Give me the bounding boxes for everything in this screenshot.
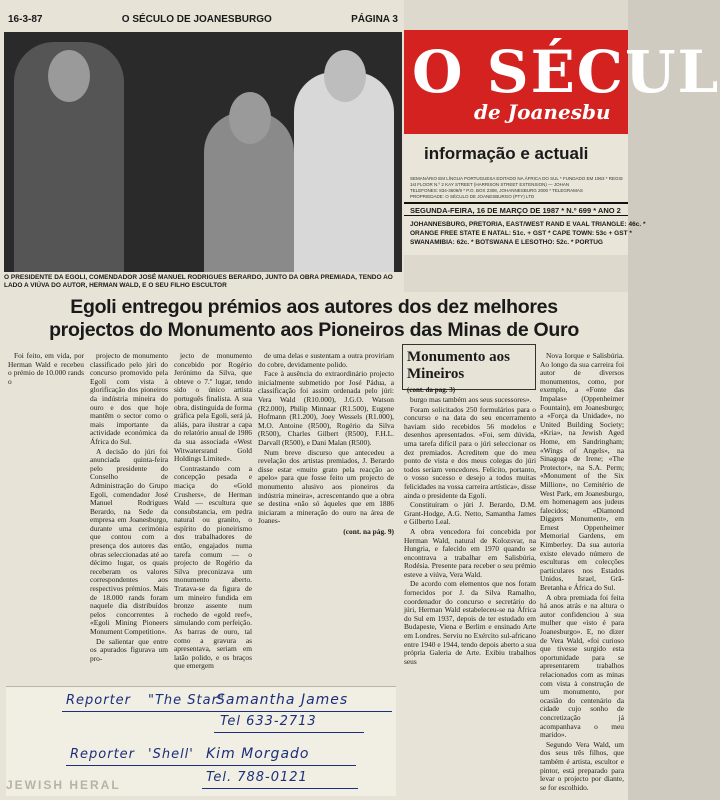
headline-line: projectos do Monumento aos Pioneiros das Minas de Ouro (49, 319, 579, 341)
note-contact-tel: Tel 633-2713 (220, 714, 317, 729)
price-line: ORANGE FREE STATE E NATAL: 51c. + GST * CAPE TOWN: 53c + GST * (410, 230, 632, 237)
press-photo (4, 32, 402, 272)
paragraph: Segundo Vera Wald, um dos seus três filhos, que também é artista, escultor e pintor, está preparado para levar o projecto por diante, se for escolhido. (540, 739, 624, 792)
paragraph: De acordo com elementos que nos foram fornecidos por J. da Silva Ramalho, coordenador do concurso e secretário do júri, Herman Wald estabeleceu-se na África do Sul em 1937, depois de ter estudado em Budapeste, Viena e Berlim e ensinado Arte em Londres. Serviu no Exército sul-africano entre 1940 e 1944, tendo depois aberto a sua própria Galeria de Arte. Exibiu trabalhos seus (404, 579, 536, 666)
masthead-subtitle: de Joanesbu (474, 100, 611, 124)
paragraph: burgo mas também aos seus sucessores». (410, 395, 532, 404)
note-contact-name: Kim Morgado (206, 746, 310, 762)
note-reporter-label: Reporter (66, 693, 132, 708)
paragraph: Num breve discurso que antecedeu a revelação dos artistas premiados, J. Berardo disse estar «muito grato pela reacção ao apelo» para que fosse feito um projecto de monumento alusivo aos pioneiros da indústria mineira», acrescentando que a obra se destina «não só àqueles que em 1886 iniciaram a mineração do ouro na área de Joanes- (258, 447, 394, 526)
note-reporter-label: Reporter (70, 747, 136, 762)
note-underline (214, 732, 364, 733)
headline-line: Egoli entregou prémios aos autores dos dez melhores (70, 296, 558, 318)
paragraph: Face à ausência do extraordinário projecto inicialmente submetido por José Pádua, a classificação foi assim ordenada pelo júri: Vera Wald (R10.000), J.G.O. Watson (R2.000), Philip Minnaar (R1.500), Eugene Hofmann (R1.200), Joey Wessels (R1.000), M.O. Antoine (R500), Rogério da Silva (R500), Charles Gilbert (R500), F.H.L. Darvall (R500), e Dani Malan (R500). (258, 369, 394, 447)
paragraph: De salientar que entre os apurados figurava um pro- (90, 636, 168, 663)
note-contact-name: Samantha James (216, 692, 349, 708)
article-column-6 (540, 352, 624, 798)
masthead-prices (404, 220, 646, 247)
imprint-line: TELEFONES: 834-3606/9 * P.O. BOX 2308, JOHANNESBURG 2000 * TELEGRAMAS (410, 188, 583, 193)
faded-background-text: JEWISH HERAL (6, 778, 121, 792)
person-middle-head (229, 92, 271, 144)
photo-caption: O PRESIDENTE DA EGOLI, COMENDADOR JOSÉ MANUEL RODRIGUES BERARDO, JUNTO DA OBRA PREMIADA, TENDO AO LADO A VIÚVA DO AUTOR, HERMAN WALD, E O SEU FILHO ESCULTOR (4, 274, 393, 289)
paragraph: A decisão do júri foi anunciada quinta-feira pelo presidente do Conselho de Administração do Grupo Egoli, comendador José Manuel Rodrigues Berardo, na Sede da empresa em Joanesburgo, durante uma cerimónia que contou com a presença dos autores das obras seleccionadas até ao décimo lugar, os quais receberam os valores correspondentes aos respectivos prémios. Mais de 18.000 rands foram naquele dia distribuídos pelos concorrentes à «Egoli Mining Pioneers Monument Competition». (90, 446, 168, 636)
paragraph: A obra vencedora foi concebida por Herman Wald, natural de Kolozsvar, na Hungria, e falecido em 1970 quando se encontrava a trabalhar em Salisbúria, Rodésia. Presente para receber o seu prémio esteve a viúva, Vera Wald. (404, 526, 536, 579)
header-date: 16-3-87 (8, 13, 43, 25)
paragraph: Foi feito, em vida, por Herman Wald e recebeu o prémio de 10.000 rands o (8, 351, 84, 386)
article-column-5 (404, 396, 536, 800)
header-page: PÁGINA 3 (351, 13, 398, 25)
header-paper-name: O SÉCULO DE JOANESBURGO (121, 13, 272, 25)
imprint-line: PROPRIEDADE: O SÉCULO DE JOANESBURGO (PTY) LTD (410, 194, 535, 199)
page-header (4, 8, 402, 30)
continuation-from: (cont. da pag. 3) (407, 386, 456, 394)
note-underline (62, 711, 392, 712)
note-contact-tel: Tel. 788-0121 (206, 770, 308, 785)
newspaper-masthead (404, 30, 720, 255)
paragraph: de uma delas e sustentam a outra proviriam do cobre, devidamente polido. (258, 351, 394, 369)
masthead-title: O SÉCUL (412, 38, 720, 106)
person-right-head (324, 50, 366, 102)
imprint-line: SEMANÁRIO EM LÍNGUA PORTUGUESA EDITADO NA ÁFRICA DO SUL * FUNDADO EM 1963 * REGIS (410, 176, 623, 181)
paragraph: A obra premiada foi feita há anos atrás e na altura o autor confidenciou à sua mulher que «isto é para Joanesburgo». E, no dizer de Vera Wald, «foi curioso que tivesse surgido esta oportunidade para se apresentarem trabalhos relacionados com as minas com vista à construção de um monumento, por ocasião do centenário da cidade cujo sonho de concretização já acompanhava o meu marido». (540, 592, 624, 740)
paragraph: projecto de monumento classificado pelo júri do concurso promovido pela Egoli com vista à glorificação dos pioneiros da indústria mineira do ouro e dos que hoje mantêm o sector como o mais importante da actividade económica da África do Sul. (90, 351, 168, 446)
paragraph: Constituíram o júri J. Berardo, D.M. Grant-Hodge, A.G. Netto, Samantha James e Gilberto Leal. (404, 500, 536, 527)
continued-note: (cont. na pág. 9) (343, 526, 394, 536)
article-column-1 (8, 352, 84, 412)
paragraph: Contrastando com a concepção pesada e maciça do «Gold Crushers», de Herman Wald — escultura que consubstancia, em pedra natural ou granito, o espírito do pioneirismo dos trabalhadores de então, engajados numa tarefa comum — o projecto de Rogério da Silva preconizava um monumento aberto. Tratava-se da figura de um mineiro fundida em bronze assente num rochedo de «gold reef», simulando com perfeição. As barras de ouro, tal como a gravura as apresentava, seriam em latão polido, e os braços que emergem (174, 463, 252, 671)
article-column-3 (174, 352, 252, 692)
note-outlet: 'Shell' (148, 747, 194, 762)
article-headline (0, 296, 628, 342)
price-line: JOHANNESBURG, PRETORIA, EAST/WEST RAND E VAAL TRIANGLE: 46c. * (410, 221, 646, 228)
imprint-line: 1st FLOOR N.º 2 KAY STREET (HARRISON STREET EXTENSION) — JOHAN (410, 182, 570, 187)
masthead-date-line: SEGUNDA-FEIRA, 16 DE MARÇO DE 1987 * N.º 699 * ANO 2 (404, 202, 628, 216)
continuation-title: Monumento aos Mineiros (407, 349, 510, 382)
person-left-head (48, 50, 90, 102)
article-column-4 (258, 352, 394, 692)
paragraph: Foram solicitados 250 formulários para o concurso e na data do seu encerramento haviam sido recebidos 56 modelos e desenhos apresentados. «Foi, sem dúvida, uma tarefa difícil para o júri seleccionar os dez premiados. Acreditem que do meu ponto de vista e dos meus colegas do júri todos seriam vencedores. Felicito, portanto, o vosso sucesso e desejo a todos muitas felicidades na vossa carreira artística», disse ainda o presidente da Egoli. (404, 404, 536, 500)
note-underline (202, 788, 358, 789)
person-right (294, 72, 394, 272)
note-outlet: "The Star" (148, 693, 225, 708)
paragraph: Nova Iorque e Salisbúria. Ao longo da sua carreira foi autor de diversos monumentos, como, por exemplo, a «Fonte das Impalas» (Oppenheimer Fountain), em Joanesburgo; a «Força da Unidade», no United Building Society; «Kria», na Jewish Aged Home, em Sandringham; «Wings of Angels», na Sinagoga de Irene; «The Protector», na S.A. Perm; «Monument of the Six Million», no Cemitério de West Park, em Joanesburgo, em homenagem aos judeus falecidos; «Diamond Diggers Monument», em Ernest Oppenheimer Memorial Gardens, em Kimberley. Da sua autoria existe elevado número de esculturas em colecções particulares nos Estados Unidos, Israel, Grã-Bretanha e África do Sul. (540, 351, 624, 593)
masthead-imprint (404, 176, 628, 200)
masthead-tagline: informação e actuali (424, 144, 589, 163)
masthead-banner (404, 30, 720, 134)
price-line: SWANAMIBIA: 62c. * BOTSWANA E LESOTHO: 52c. * PORTUG (410, 239, 603, 246)
article-column-2 (90, 352, 168, 692)
paragraph: jecto de monumento concebido por Rogério Jerónimo da Silva, que obteve o 7.º lugar, tendo sido o único artista português finalista. A sua obra, distinguida de forma gráfica pela Egoli, será já, aliás, para ilustrar a capa do relatório anual de 1986 da sua associada «West Witwatersrand Gold Holdings Limited». (174, 351, 252, 464)
continuation-header (402, 344, 536, 394)
note-underline (66, 765, 356, 766)
